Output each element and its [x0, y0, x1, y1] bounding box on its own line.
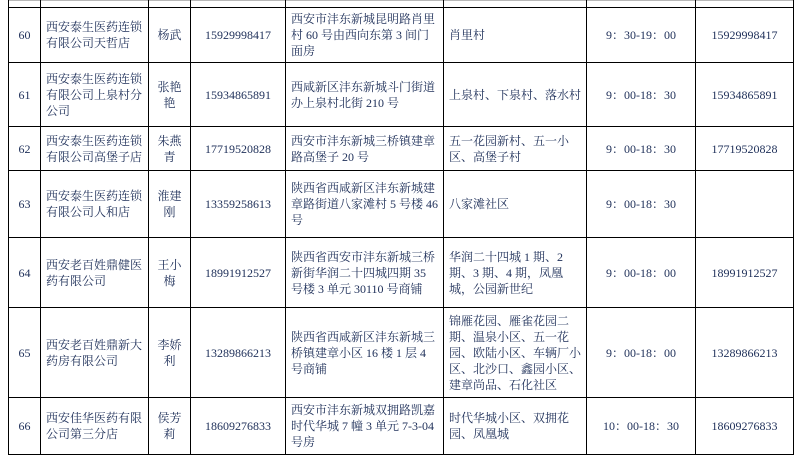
- cell-business-hours: 10：00-18：30: [587, 398, 696, 455]
- cell-address: 西安市沣东新城三桥镇建章路高堡子 20 号: [286, 127, 444, 171]
- cell-phone: 17719520828: [191, 127, 286, 171]
- cutoff-cell: [191, 1, 286, 8]
- cell-service-area: 八家滩社区: [444, 171, 587, 238]
- cell-phone: 13289866213: [191, 308, 286, 398]
- cell-phone-2: [696, 171, 794, 238]
- table-row: [9, 8, 794, 63]
- cell-phone: 15929998417: [191, 8, 286, 63]
- cutoff-cell: [444, 1, 587, 8]
- cell-index: 65: [9, 308, 41, 398]
- table-row: [9, 63, 794, 127]
- cell-contact-name: 李娇利: [149, 308, 191, 398]
- cell-service-area: 时代华城小区、双拥花园、凤凰城: [444, 398, 587, 455]
- table-row: [9, 127, 794, 171]
- cutoff-cell: [696, 1, 794, 8]
- cell-company-name: 西安泰生医药连锁有限公司高堡子店: [41, 127, 149, 171]
- cell-service-area: 肖里村: [444, 8, 587, 63]
- cell-phone: 18991912527: [191, 238, 286, 308]
- cell-contact-name: 杨武: [149, 8, 191, 63]
- cutoff-row: [9, 1, 794, 8]
- cell-contact-name: 王小梅: [149, 238, 191, 308]
- cell-service-area: 锦雁花园、雁雀花园二期、温泉小区、五一花园、欧陆小区、车辆厂小区、北沙口、鑫园小区、建章尚品、石化社区: [444, 308, 587, 398]
- cell-company-name: 西安泰生医药连锁有限公司上泉村分公司: [41, 63, 149, 127]
- table-row: [9, 171, 794, 238]
- cell-business-hours: 9：00-18：30: [587, 63, 696, 127]
- cell-service-area: 五一花园新村、五一小区、高堡子村: [444, 127, 587, 171]
- cell-index: 62: [9, 127, 41, 171]
- cell-address: 西安市沣东新城双拥路凯嘉时代华城 7 幢 3 单元 7-3-04 号房: [286, 398, 444, 455]
- cell-contact-name: 淮建刚: [149, 171, 191, 238]
- cell-phone-2: 18991912527: [696, 238, 794, 308]
- pharmacy-roster-table: [8, 0, 794, 455]
- cutoff-cell: [587, 1, 696, 8]
- cell-phone: 18609276833: [191, 398, 286, 455]
- cell-company-name: 西安老百姓鼎新大药房有限公司: [41, 308, 149, 398]
- cell-index: 66: [9, 398, 41, 455]
- cell-address: 陕西省西咸新区沣东新城三桥镇建章小区 16 楼 1 层 4 号商铺: [286, 308, 444, 398]
- cell-phone-2: 15934865891: [696, 63, 794, 127]
- cell-index: 60: [9, 8, 41, 63]
- cell-address: 西安市沣东新城昆明路肖里村 60 号由西向东第 3 间门面房: [286, 8, 444, 63]
- table-row: [9, 398, 794, 455]
- cell-contact-name: 侯芳莉: [149, 398, 191, 455]
- cell-phone-2: 15929998417: [696, 8, 794, 63]
- cell-company-name: 西安泰生医药连锁有限公司天哲店: [41, 8, 149, 63]
- cutoff-cell: [286, 1, 444, 8]
- cell-business-hours: 9：30-19：00: [587, 8, 696, 63]
- cell-contact-name: 张艳艳: [149, 63, 191, 127]
- cell-company-name: 西安佳华医药有限公司第三分店: [41, 398, 149, 455]
- cell-phone: 13359258613: [191, 171, 286, 238]
- cell-phone-2: 13289866213: [696, 308, 794, 398]
- cell-company-name: 西安老百姓鼎健医药有限公司: [41, 238, 149, 308]
- cell-business-hours: 9：00-18：00: [587, 308, 696, 398]
- cell-company-name: 西安泰生医药连锁有限公司人和店: [41, 171, 149, 238]
- cutoff-cell: [149, 1, 191, 8]
- cell-phone-2: 18609276833: [696, 398, 794, 455]
- cell-index: 63: [9, 171, 41, 238]
- table-row: [9, 308, 794, 398]
- cell-business-hours: 9：00-18：00: [587, 238, 696, 308]
- cell-index: 64: [9, 238, 41, 308]
- cell-business-hours: 9：00-18：30: [587, 127, 696, 171]
- cell-address: 陕西省西安市沣东新城三桥新街华润二十四城四期 35 号楼 3 单元 30110 号商铺: [286, 238, 444, 308]
- cell-address: 西咸新区沣东新城斗门街道办上泉村北街 210 号: [286, 63, 444, 127]
- cutoff-cell: [9, 1, 41, 8]
- cell-contact-name: 朱燕青: [149, 127, 191, 171]
- cell-service-area: 上泉村、下泉村、落水村: [444, 63, 587, 127]
- cell-service-area: 华润二十四城 1 期、2 期、3 期、4 期，凤凰城，公园新世纪: [444, 238, 587, 308]
- table-row: [9, 238, 794, 308]
- cutoff-cell: [41, 1, 149, 8]
- cell-address: 陕西省西咸新区沣东新城建章路街道八家滩村 5 号楼 46 号: [286, 171, 444, 238]
- cell-index: 61: [9, 63, 41, 127]
- cell-phone: 15934865891: [191, 63, 286, 127]
- cell-business-hours: 9：00-18：30: [587, 171, 696, 238]
- cell-phone-2: 17719520828: [696, 127, 794, 171]
